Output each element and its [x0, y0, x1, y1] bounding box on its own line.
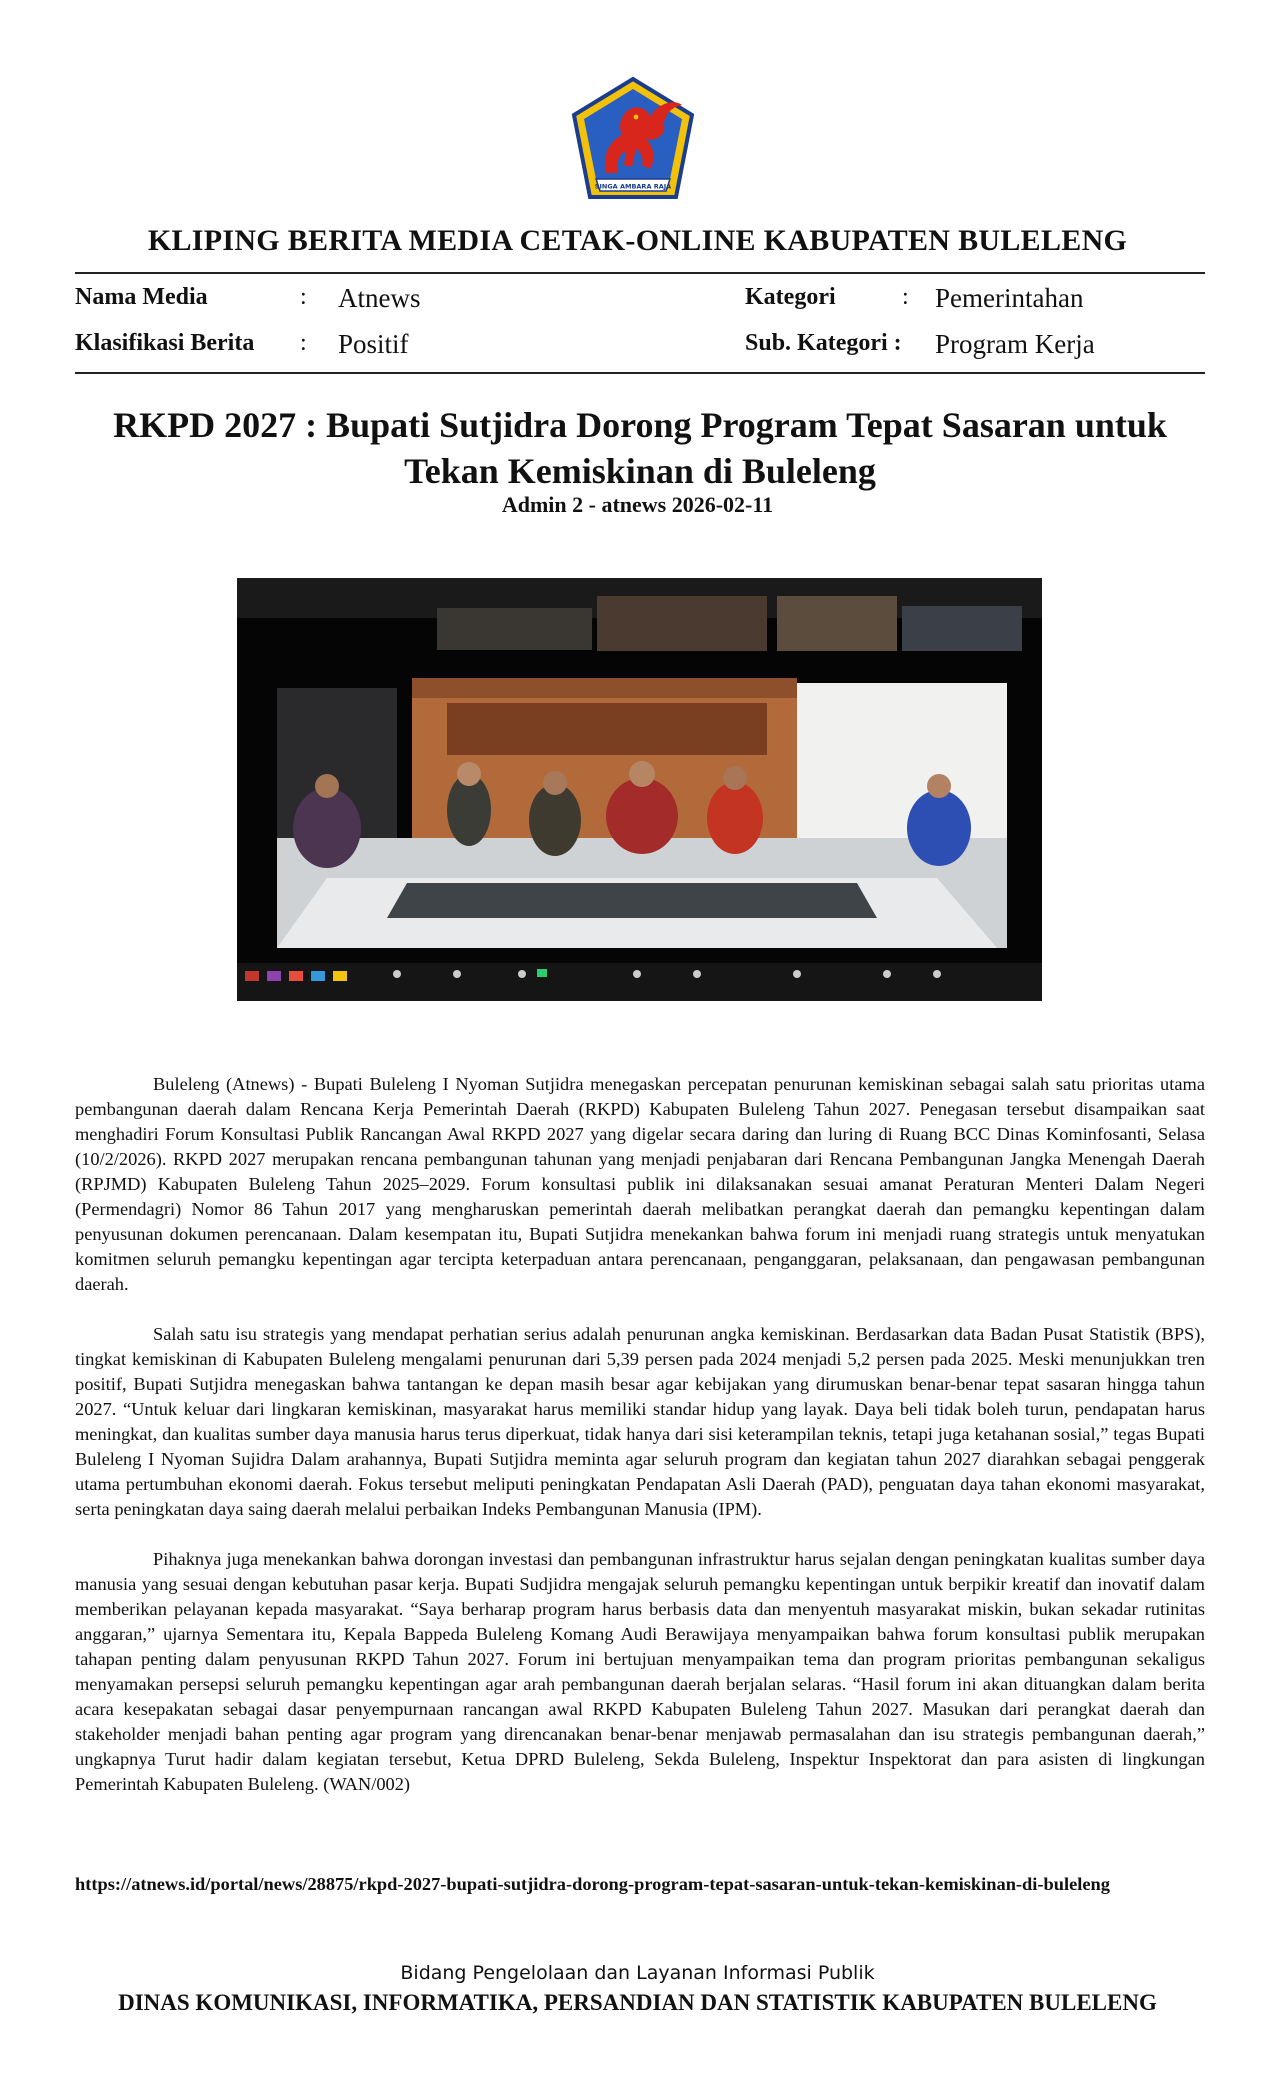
header-bottom-rule — [75, 372, 1205, 374]
klasifikasi-berita-value: Positif — [338, 329, 409, 359]
article-body — [75, 1072, 1205, 1822]
logo-motto: SINGA AMBARA RAJA — [594, 182, 672, 191]
source-url: https://atnews.id/portal/news/28875/rkpd-2027-bupati-sutjidra-dorong-program-tepat-sasaran-untuk-tekan-kemiskinan-di-buleleng — [75, 1874, 1110, 1894]
meeting-photo-illustration — [237, 578, 1042, 1001]
article-title: RKPD 2027 : Bupati Sutjidra Dorong Program Tepat Sasaran untuk Tekan Kemiskinan di Buleleng — [113, 405, 1167, 491]
nama-media-colon: : — [300, 284, 307, 310]
sub-kategori-label: Sub. Kategori : — [745, 330, 902, 356]
footer-department: Bidang Pengelolaan dan Layanan Informasi Publik — [400, 1962, 875, 1984]
kategori-value: Pemerintahan — [935, 283, 1084, 313]
nama-media-label: Nama Media — [75, 284, 208, 310]
klasifikasi-berita-colon: : — [300, 330, 307, 356]
article-photo — [237, 578, 1042, 1001]
article-paragraph: Pihaknya juga menekankan bahwa dorongan investasi dan pembangunan infrastruktur harus sejalan dengan peningkatan kualitas sumber daya manusia yang sesuai dengan kebutuhan pasar kerja. Bupati Sudjidra mengajak seluruh pemangku kepentingan untuk berpikir kreatif dan inovatif dalam memberikan pelayanan kepada masyarakat. “Saya berharap program harus berbasis data dan menyentuh masyarakat miskin, bukan sekadar rutinitas anggaran,” ujarnya Sementara itu, Kepala Bappeda Buleleng Komang Audi Berawijaya menyampaikan bahwa forum konsultasi publik merupakan tahapan penting dalam penyusunan RKPD Tahun 2027. Forum ini bertujuan menyampaikan tema dan program prioritas pembangunan sekaligus menyamakan persepsi seluruh pemangku kepentingan agar arah pembangunan daerah berjalan selaras. “Hasil forum ini akan dituangkan dalam berita acara kesepakatan sebagai dasar penyempurnaan rancangan awal RKPD Kabupaten Buleleng Tahun 2027. Masukan dari perangkat daerah dan stakeholder menjadi bahan penting agar program yang direncanakan benar-benar menjawab permasalahan dan isu strategis pembangunan daerah,” ungkapnya Turut hadir dalam kegiatan tersebut, Ketua DPRD Buleleng, Sekda Buleleng, Inspektur Inspektorat dan para asisten di lingkungan Pemerintah Kabupaten Buleleng. (WAN/002) — [75, 1549, 1205, 1794]
article-paragraph: Salah satu isu strategis yang mendapat perhatian serius adalah penurunan angka kemiskinan. Berdasarkan data Badan Pusat Statistik (BPS), tingkat kemiskinan di Kabupaten Buleleng mengalami penurunan dari 5,39 persen pada 2024 menjadi 5,2 persen pada 2025. Meski menunjukkan tren positif, Bupati Sutjidra menegaskan bahwa tantangan ke depan masih besar agar kebijakan yang dirumuskan benar-benar tepat sasaran hingga tahun 2027. “Untuk keluar dari lingkaran kemiskinan, masyarakat harus memiliki standar hidup yang layak. Daya beli tidak boleh turun, pendapatan harus meningkat, dan kualitas sumber daya manusia harus terus diperkuat, tidak hanya dari sisi keterampilan teknis, tetapi juga ketahanan sosial,” tegas Bupati Buleleng I Nyoman Sujidra Dalam arahannya, Bupati Sutjidra meminta agar seluruh program dan kegiatan tahun 2027 diarahkan sebagai penggerak utama pertumbuhan ekonomi daerah. Fokus tersebut meliputi peningkatan Pendapatan Asli Daerah (PAD), penguatan daya tahan ekonomi masyarakat, serta peningkatan daya saing daerah melalui perbaikan Indeks Pembangunan Manusia (IPM). — [75, 1324, 1205, 1519]
article-paragraph: Buleleng (Atnews) - Bupati Buleleng I Nyoman Sutjidra menegaskan percepatan penurunan kemiskinan sebagai salah satu prioritas utama pembangunan daerah dalam Rencana Kerja Pemerintah Daerah (RKPD) Kabupaten Buleleng Tahun 2027. Penegasan tersebut disampaikan saat menghadiri Forum Konsultasi Publik Rancangan Awal RKPD 2027 yang digelar secara daring dan luring di Ruang BCC Dinas Kominfosanti, Selasa (10/2/2026). RKPD 2027 merupakan rencana pembangunan tahunan yang menjadi penjabaran dari Rencana Pembangunan Jangka Menengah Daerah (RPJMD) Kabupaten Buleleng Tahun 2025–2029. Forum konsultasi publik ini dilaksanakan sesuai amanat Peraturan Menteri Dalam Negeri (Permendagri) Nomor 86 Tahun 2017 yang mengharuskan pemerintah daerah melibatkan perangkat daerah dan pemangku kepentingan dalam penyusunan dokumen perencanaan. Dalam kesempatan itu, Bupati Sutjidra menekankan bahwa forum ini menjadi ruang strategis untuk menyatukan komitmen seluruh pemangku kepentingan agar tercipta keterpaduan antara perencanaan, penganggaran, pelaksanaan, dan pengawasan pembangunan daerah. — [75, 1074, 1205, 1294]
kategori-label: Kategori — [745, 284, 836, 310]
article-byline: Admin 2 - atnews 2026-02-11 — [501, 492, 774, 517]
kategori-colon: : — [902, 284, 909, 310]
nama-media-value: Atnews — [338, 283, 421, 313]
buleleng-regency-logo — [566, 75, 700, 201]
sub-kategori-value: Program Kerja — [935, 329, 1095, 359]
clipping-header-title: KLIPING BERITA MEDIA CETAK-ONLINE KABUPATEN BULELENG — [147, 224, 1128, 257]
footer-agency: DINAS KOMUNIKASI, INFORMATIKA, PERSANDIAN DAN STATISTIK KABUPATEN BULELENG — [118, 1990, 1157, 2015]
header-top-rule — [75, 272, 1205, 274]
klasifikasi-berita-label: Klasifikasi Berita — [75, 330, 255, 356]
